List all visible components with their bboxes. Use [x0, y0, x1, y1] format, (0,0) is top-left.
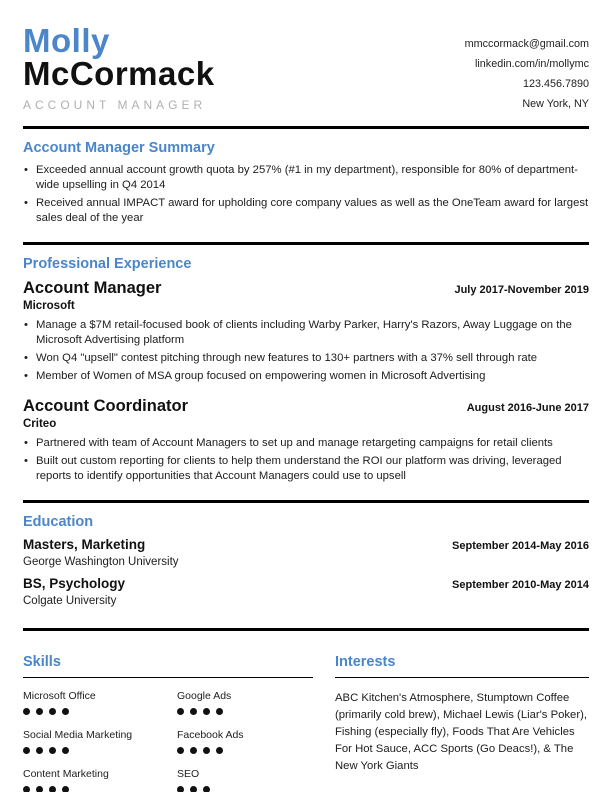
skill-name: Facebook Ads	[177, 729, 244, 741]
education-header	[23, 576, 589, 592]
job-bullet: • Member of Women of MSA group focused on empowering women in Microsoft Advertising	[23, 369, 589, 384]
skill-item	[23, 690, 159, 715]
section-divider	[23, 628, 589, 631]
skill-item	[177, 729, 313, 754]
job-dates: August 2016-June 2017	[466, 402, 589, 414]
education-dates: September 2014-May 2016	[452, 540, 589, 552]
skill-name: SEO	[177, 768, 200, 780]
skill-name: Google Ads	[177, 690, 232, 702]
job-entry	[23, 397, 589, 484]
job-title: Account Manager	[23, 279, 162, 297]
skill-item	[23, 768, 159, 792]
skill-rating	[23, 786, 159, 792]
job-bullet: • Manage a $7M retail-focused book of clients including Warby Parker, Harry's Razors, Away Luggage on the Microsoft Advertising platform	[23, 318, 589, 348]
summary-heading: Account Manager Summary	[23, 140, 215, 156]
education-degree: BS, Psychology	[23, 576, 126, 591]
job-header	[23, 279, 589, 298]
skills-section	[23, 643, 313, 792]
job-bullet: • Won Q4 "upsell" contest pitching through new features to 130+ partners with a 37% sell through rate	[23, 351, 589, 366]
interests-heading: Interests	[335, 654, 589, 678]
contact-phone: 123.456.7890	[522, 78, 589, 90]
skill-item	[23, 729, 159, 754]
contact-linkedin: linkedin.com/in/mollymc	[475, 58, 589, 70]
candidate-name	[23, 24, 215, 90]
contact-email: mmccormack@gmail.com	[464, 38, 589, 50]
first-name: Molly	[23, 22, 110, 59]
skill-rating	[23, 747, 159, 754]
job-dates: July 2017-November 2019	[454, 284, 589, 296]
job-company: Criteo	[23, 418, 57, 430]
candidate-job-title: ACCOUNT MANAGER	[23, 98, 207, 112]
skill-rating	[177, 786, 313, 792]
experience-heading: Professional Experience	[23, 256, 192, 272]
job-header	[23, 397, 589, 416]
section-divider	[23, 242, 589, 245]
skill-item	[177, 768, 313, 792]
education-degree: Masters, Marketing	[23, 537, 146, 552]
skill-name: Social Media Marketing	[23, 729, 133, 741]
experience-section	[23, 256, 589, 491]
resume-header	[23, 24, 589, 114]
name-block	[23, 24, 215, 112]
interests-text: ABC Kitchen's Atmosphere, Stumptown Coffee (primarily cold brew), Michael Lewis (Liar's Poker), Fishing (especially fly), Foods That Are Vehicles For Hot Sauce, ACC Sports (Go Deacs!), & The New York Giants	[335, 692, 588, 772]
skill-rating	[177, 747, 313, 754]
last-name: McCormack	[23, 55, 215, 92]
job-bullet: • Partnered with team of Account Managers to set up and manage retargeting campaigns for retail clients	[23, 436, 589, 451]
summary-bullet-list	[23, 163, 589, 226]
education-entry	[23, 576, 589, 607]
job-bullet-list	[23, 436, 589, 484]
education-school: Colgate University	[23, 595, 117, 607]
education-heading: Education	[23, 514, 94, 530]
skill-name: Microsoft Office	[23, 690, 96, 702]
skills-grid	[23, 690, 313, 792]
contact-location: New York, NY	[522, 98, 589, 110]
job-company: Microsoft	[23, 300, 75, 312]
skill-item	[177, 690, 313, 715]
job-entry	[23, 279, 589, 384]
skill-rating	[177, 708, 313, 715]
job-title: Account Coordinator	[23, 397, 188, 415]
job-bullet-list	[23, 318, 589, 384]
education-header	[23, 537, 589, 553]
education-school: George Washington University	[23, 556, 179, 568]
skill-rating	[23, 708, 159, 715]
education-section	[23, 514, 589, 619]
education-entry	[23, 537, 589, 568]
contact-info	[465, 24, 589, 114]
skill-name: Content Marketing	[23, 768, 109, 780]
summary-section	[23, 140, 589, 233]
summary-bullet: • Exceeded annual account growth quota by 257% (#1 in my department), responsible for 80% of department-wide upselling in Q4 2014	[23, 163, 589, 193]
bottom-columns	[23, 643, 589, 792]
interests-section	[335, 643, 589, 792]
education-dates: September 2010-May 2014	[452, 579, 589, 591]
job-bullet: • Built out custom reporting for clients to help them understand the ROI our platform was driving, leveraged reports to identify opportunities that Account Managers could use to upsell	[23, 454, 589, 484]
skills-heading: Skills	[23, 654, 313, 678]
section-divider	[23, 500, 589, 503]
summary-bullet: • Received annual IMPACT award for upholding core company values as well as the OneTeam award for largest sales deal of the year	[23, 196, 589, 226]
header-divider	[23, 126, 589, 129]
